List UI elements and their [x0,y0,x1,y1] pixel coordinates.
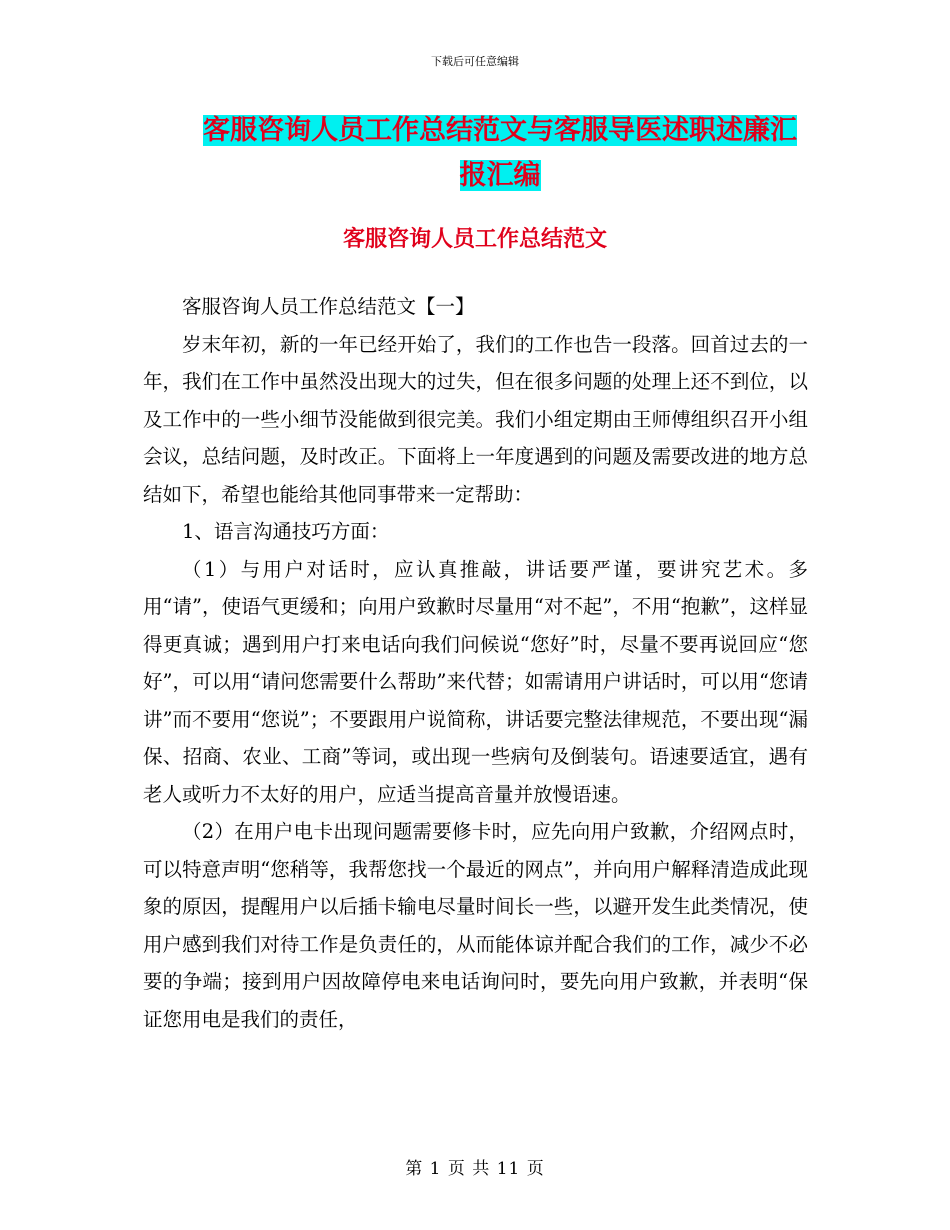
paragraph-subheading: 客服咨询人员工作总结范文【一】 [182,295,475,318]
page-footer: 第 1 页 共 11 页 [405,1159,545,1179]
section-title: 客服咨询人员工作总结范文 [342,226,607,252]
paragraph-item-heading: 1、语言沟通技巧方面： [182,520,390,543]
document-title-text: 客服咨询人员工作总结范文与客服导医述职述廉汇报汇编 [203,115,797,191]
document-body [143,288,808,1038]
header-note: 下载后可任意编辑 [431,55,519,68]
paragraph-item-2: （2）在用户电卡出现问题需要修卡时，应先向用户致歉，介绍网点时，可以特意声明“您稍等，我帮您找一个最近的网点”，并向用户解释清造成此现象的原因，提醒用户以后插卡输电尽量时间长一些，以避开发生此类情况，使用户感到我们对待工作是负责任的，从而能体谅并配合我们的工作，减少不必要的争端；接到用户因故障停电来电话询问时，要先向用户致歉，并表明“保证您用电是我们的责任， [143,820,808,1031]
document-title [190,108,810,198]
paragraph-intro: 岁末年初，新的一年已经开始了，我们的工作也告一段落。回首过去的一年，我们在工作中虽然没出现大的过失，但在很多问题的处理上还不到位，以及工作中的一些小细节没能做到很完美。我们小组定期由王师傅组织召开小组会议，总结问题，及时改正。下面将上一年度遇到的问题及需要改进的地方总结如下，希望也能给其他同事带来一定帮助： [143,332,808,506]
paragraph-item-1: （1）与用户对话时，应认真推敲，讲话要严谨，要讲究艺术。多用“请”，使语气更缓和；向用户致歉时尽量用“对不起”，不用“抱歉”，这样显得更真诚；遇到用户打来电话向我们问候说“您好”时，尽量不要再说回应“您好”，可以用“请问您需要什么帮助”来代替；如需请用户讲话时，可以用“您请讲”而不要用“您说”；不要跟用户说简称，讲话要完整法律规范，不要出现“漏保、招商、农业、工商”等词，或出现一些病句及倒装句。语速要适宜，遇有老人或听力不太好的用户，应适当提高音量并放慢语速。 [143,557,808,806]
